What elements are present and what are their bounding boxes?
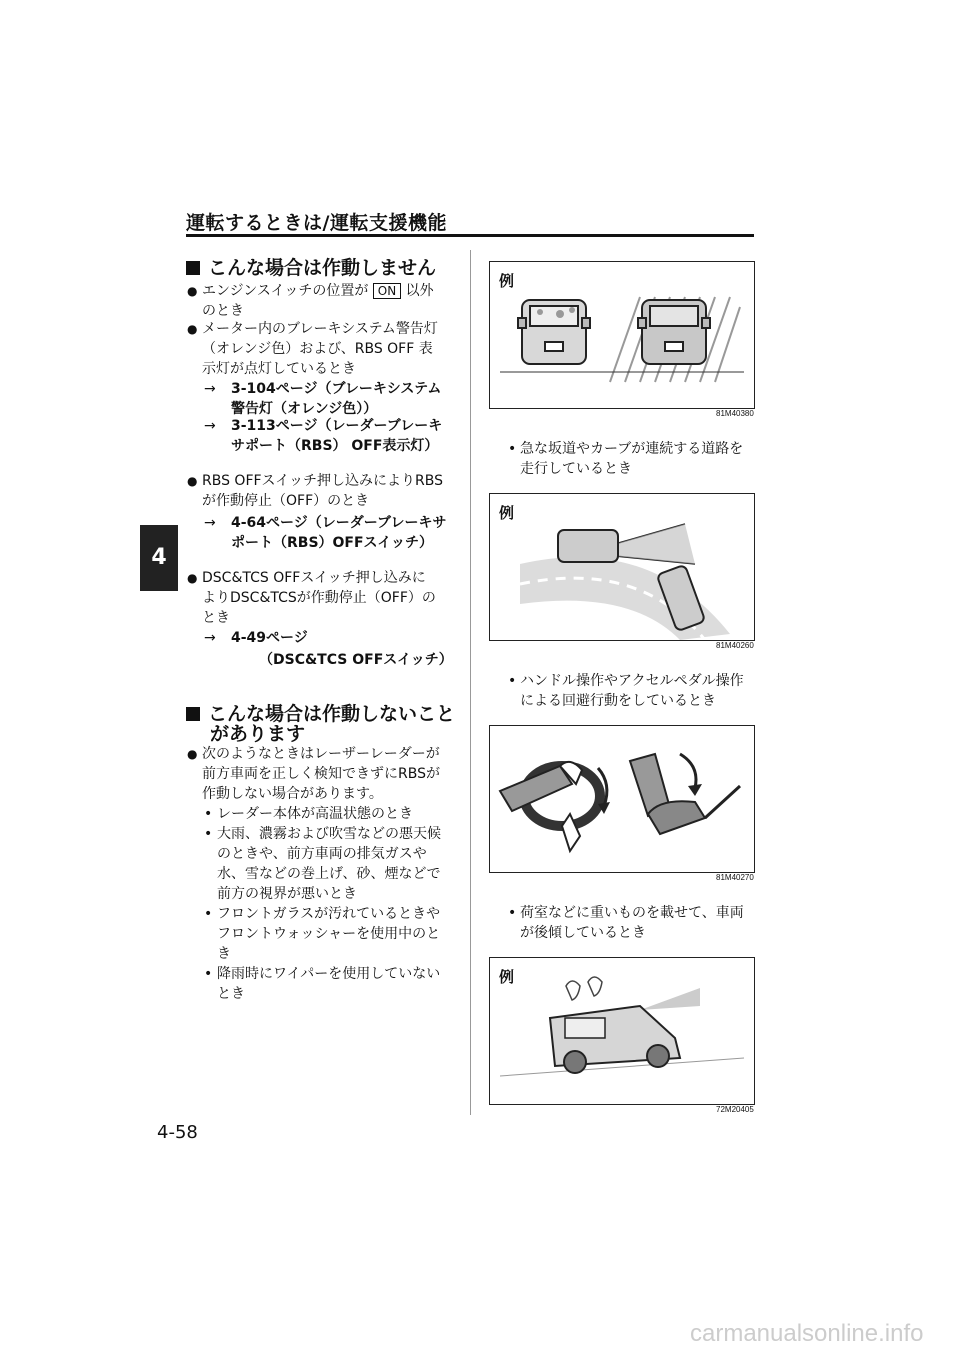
caption-curve-line1: 急な坂道やカーブが連続する道路を bbox=[520, 441, 744, 457]
item-dsc-off-line2: よりDSC&TCSが作動停止（OFF）の bbox=[202, 590, 436, 606]
item-rbs-off-line2: が作動停止（OFF）のとき bbox=[202, 493, 370, 509]
square-bullet-icon bbox=[186, 261, 200, 275]
item-brake-warning-line1: メーター内のブレーキシステム警告灯 bbox=[202, 321, 438, 337]
page-ref-link[interactable]: 3-104ページ（ブレーキシステム bbox=[231, 381, 442, 397]
item-brake-warning-line3: 示灯が点灯しているとき bbox=[202, 361, 356, 377]
figure-loaded-car bbox=[489, 957, 755, 1105]
figure-rain-cars bbox=[489, 261, 755, 409]
subitem-weather-line2: のときや、前方車両の排気ガスや bbox=[217, 846, 427, 862]
subitem-windshield-line3: き bbox=[217, 946, 231, 962]
page-ref-link[interactable]: 警告灯（オレンジ色）） bbox=[231, 401, 378, 417]
subitem-weather-line4: 前方の視界が悪いとき bbox=[217, 886, 357, 902]
subitem-windshield-line2: フロントウォッシャーを使用中のと bbox=[217, 926, 441, 942]
sub-bullet-icon: • bbox=[508, 673, 517, 689]
sub-bullet-icon: • bbox=[204, 966, 213, 982]
page-number: 4-58 bbox=[157, 1122, 198, 1143]
item-laser-radar-line1: 次のようなときはレーザーレーダーが bbox=[202, 746, 440, 762]
arrow-icon: → bbox=[204, 381, 216, 397]
item-engine-switch: エンジンスイッチの位置が ON 以外 bbox=[202, 283, 434, 299]
item-laser-radar-line3: 作動しない場合があります。 bbox=[202, 786, 383, 802]
caption-avoid-line1: ハンドル操作やアクセルペダル操作 bbox=[520, 673, 744, 689]
figure-code: 81M40260 bbox=[716, 641, 754, 650]
caption-curve-line2: 走行しているとき bbox=[520, 461, 632, 477]
page-ref-link[interactable]: サポート（RBS） OFF表示灯） bbox=[231, 438, 439, 454]
figure-code: 72M20405 bbox=[716, 1105, 754, 1114]
figure-example-label: 例 bbox=[499, 504, 515, 522]
bullet-icon: ● bbox=[187, 747, 198, 761]
item-rbs-off-line1: RBS OFFスイッチ押し込みによりRBS bbox=[202, 473, 443, 489]
subitem-windshield-line1: フロントガラスが汚れているときや bbox=[217, 906, 441, 922]
subitem-wiper-line1: 降雨時にワイパーを使用していない bbox=[217, 966, 441, 982]
sub-bullet-icon: • bbox=[508, 905, 517, 921]
sub-bullet-icon: • bbox=[204, 826, 213, 842]
sub-bullet-icon: • bbox=[204, 806, 213, 822]
page-header-title: 運転するときは/運転支援機能 bbox=[186, 212, 447, 234]
section-heading-not-operate: こんな場合は作動しません bbox=[186, 256, 436, 280]
subitem-high-temp: レーダー本体が高温状態のとき bbox=[217, 806, 413, 822]
sub-bullet-icon: • bbox=[508, 441, 517, 457]
header-rule bbox=[186, 234, 754, 237]
caption-load-line2: が後傾しているとき bbox=[520, 925, 646, 941]
figure-steering-pedal bbox=[489, 725, 755, 873]
figure-code: 81M40270 bbox=[716, 873, 754, 882]
bullet-icon: ● bbox=[187, 474, 198, 488]
caption-load-line1: 荷室などに重いものを載せて、車両 bbox=[520, 905, 744, 921]
figure-example-label: 例 bbox=[499, 272, 515, 290]
page-ref-link[interactable]: 4-64ページ（レーダーブレーキサ bbox=[231, 515, 447, 531]
cars-in-rain-illustration bbox=[490, 262, 754, 408]
figure-code: 81M40380 bbox=[716, 409, 754, 418]
bullet-icon: ● bbox=[187, 571, 198, 585]
page-ref-link[interactable]: ポート（RBS）OFFスイッチ） bbox=[231, 535, 434, 551]
page-ref-link[interactable]: 3-113ページ（レーダーブレーキ bbox=[231, 418, 443, 434]
page-ref-link[interactable]: 4-49ページ bbox=[231, 630, 308, 646]
caption-avoid-line2: による回避行動をしているとき bbox=[520, 693, 716, 709]
subitem-wiper-line2: とき bbox=[217, 986, 245, 1002]
item-dsc-off-line1: DSC&TCS OFFスイッチ押し込みに bbox=[202, 570, 426, 586]
chapter-tab[interactable]: 4 bbox=[140, 525, 178, 591]
steering-and-pedal-illustration bbox=[490, 726, 754, 872]
item-brake-warning-line2: （オレンジ色）および、RBS OFF 表 bbox=[202, 341, 433, 357]
item-laser-radar-line2: 前方車両を正しく検知できずにRBSが bbox=[202, 766, 440, 782]
item-dsc-off-line3: とき bbox=[202, 610, 230, 626]
arrow-icon: → bbox=[204, 515, 216, 531]
curve-road-illustration bbox=[490, 494, 754, 640]
column-divider bbox=[470, 250, 471, 1115]
subitem-weather-line3: 水、雪などの巻上げ、砂、煙などで bbox=[217, 866, 441, 882]
loaded-car-illustration bbox=[490, 958, 754, 1104]
page-ref-link[interactable]: （DSC&TCS OFFスイッチ） bbox=[259, 652, 453, 668]
footer-watermark: carmanualsonline.info bbox=[690, 1320, 924, 1347]
section-heading-line2: があります bbox=[210, 723, 306, 745]
square-bullet-icon bbox=[186, 707, 200, 721]
bullet-icon: ● bbox=[187, 322, 198, 336]
sub-bullet-icon: • bbox=[204, 906, 213, 922]
figure-example-label: 例 bbox=[499, 968, 515, 986]
arrow-icon: → bbox=[204, 630, 216, 646]
bullet-icon: ● bbox=[187, 284, 198, 298]
figure-curve-road bbox=[489, 493, 755, 641]
on-key-label: ON bbox=[373, 283, 401, 299]
section-heading-may-not-operate: こんな場合は作動しないこと bbox=[186, 702, 455, 726]
arrow-icon: → bbox=[204, 418, 216, 434]
item-engine-switch-line2: のとき bbox=[202, 303, 244, 319]
subitem-weather-line1: 大雨、濃霧および吹雪などの悪天候 bbox=[217, 826, 441, 842]
